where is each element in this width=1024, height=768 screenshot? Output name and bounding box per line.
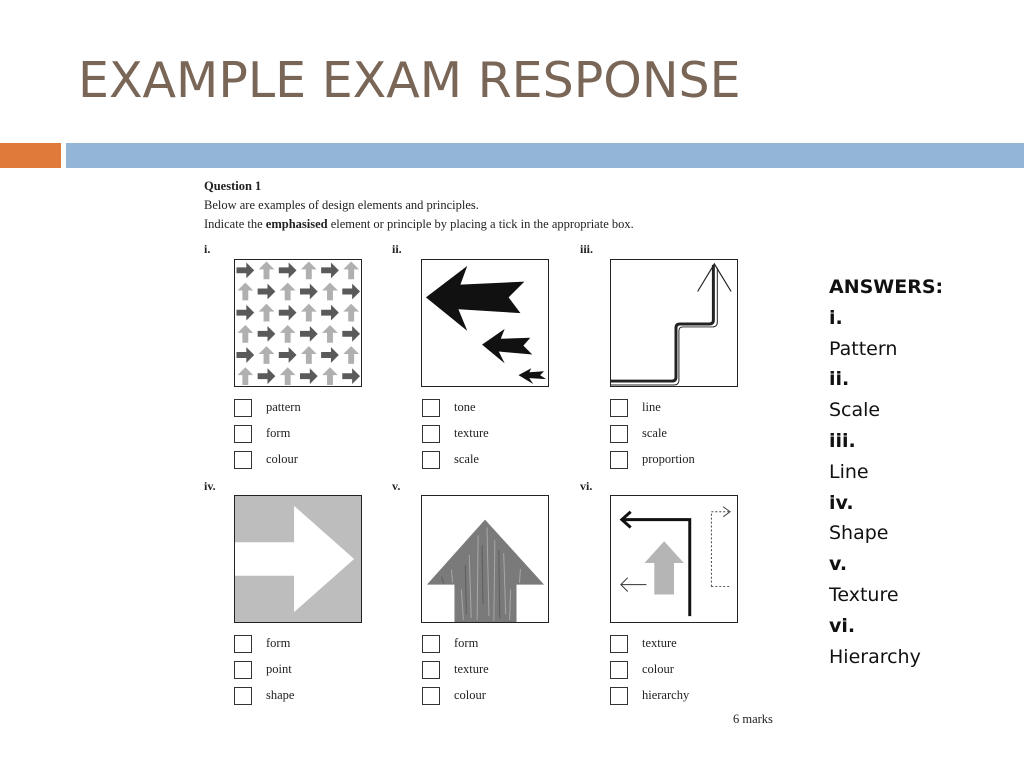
answer-number: v. bbox=[829, 553, 848, 576]
up-arrow-icon bbox=[237, 367, 253, 385]
option-label: proportion bbox=[642, 452, 695, 466]
option-label: colour bbox=[642, 662, 674, 676]
checkbox[interactable] bbox=[234, 687, 252, 705]
up-arrow-icon bbox=[301, 346, 317, 364]
checkbox[interactable] bbox=[234, 451, 252, 469]
hierarchy-arrows-icon bbox=[611, 496, 737, 622]
up-arrow-icon bbox=[343, 304, 359, 322]
slide-title: EXAMPLE EXAM RESPONSE bbox=[78, 52, 741, 109]
option-label: tone bbox=[454, 400, 476, 414]
option-label: scale bbox=[454, 452, 479, 466]
checkbox[interactable] bbox=[610, 635, 628, 653]
checkbox[interactable] bbox=[422, 399, 440, 417]
up-arrow-icon bbox=[259, 346, 275, 364]
checkbox[interactable] bbox=[422, 635, 440, 653]
item-number-vi: vi. bbox=[580, 479, 593, 493]
marks-label: 6 marks bbox=[733, 712, 773, 726]
answer-text: Texture bbox=[829, 583, 899, 606]
checkbox[interactable] bbox=[234, 661, 252, 679]
answer-number: iii. bbox=[829, 429, 856, 452]
up-arrow-icon bbox=[280, 367, 296, 385]
white-arrow-shape-icon bbox=[235, 496, 361, 622]
checkbox[interactable] bbox=[610, 661, 628, 679]
right-arrow-icon bbox=[321, 305, 339, 321]
right-arrow-icon bbox=[279, 347, 297, 363]
option-label: texture bbox=[454, 426, 489, 440]
answer-number: i. bbox=[829, 306, 843, 329]
checkbox[interactable] bbox=[610, 451, 628, 469]
checkbox[interactable] bbox=[234, 399, 252, 417]
answer-text: Pattern bbox=[829, 337, 898, 360]
item-number-i: i. bbox=[204, 242, 211, 256]
up-arrow-icon bbox=[301, 261, 317, 279]
option-label: point bbox=[266, 662, 292, 676]
checkbox[interactable] bbox=[610, 399, 628, 417]
question-instruction-2 bbox=[204, 217, 634, 232]
question-heading: Question 1 bbox=[204, 179, 262, 193]
question-image-iii bbox=[610, 259, 738, 387]
question-image-ii bbox=[421, 259, 549, 387]
option-label: form bbox=[266, 636, 291, 650]
up-arrow-icon bbox=[259, 261, 275, 279]
right-arrow-icon bbox=[342, 368, 360, 384]
right-arrow-icon bbox=[300, 284, 318, 300]
question-image-i bbox=[234, 259, 362, 387]
checkbox[interactable] bbox=[422, 451, 440, 469]
instruction-text-post: element or principle by placing a tick in the appropriate box. bbox=[327, 217, 634, 231]
answer-text: Shape bbox=[829, 522, 889, 545]
up-arrow-icon bbox=[322, 367, 338, 385]
answer-text: Hierarchy bbox=[829, 645, 921, 668]
up-arrow-icon bbox=[322, 283, 338, 301]
item-number-v: v. bbox=[392, 479, 401, 493]
option-label: colour bbox=[266, 452, 298, 466]
option-label: form bbox=[454, 636, 479, 650]
option-label: scale bbox=[642, 426, 667, 440]
answer-number: vi. bbox=[829, 614, 856, 637]
right-arrow-icon bbox=[279, 305, 297, 321]
question-image-iv bbox=[234, 495, 362, 623]
instruction-text-pre: Indicate the bbox=[204, 217, 266, 231]
option-label: pattern bbox=[266, 400, 301, 414]
right-arrow-icon bbox=[342, 326, 360, 342]
question-instruction-1: Below are examples of design elements and principles. bbox=[204, 198, 479, 212]
accent-bar-blue bbox=[66, 143, 1024, 168]
instruction-emphasis: emphasised bbox=[265, 217, 328, 231]
up-arrow-icon bbox=[237, 325, 253, 343]
answer-text: Line bbox=[829, 460, 869, 483]
checkbox[interactable] bbox=[234, 635, 252, 653]
option-label: hierarchy bbox=[642, 688, 690, 702]
answer-number: ii. bbox=[829, 368, 850, 391]
right-arrow-icon bbox=[236, 347, 254, 363]
right-arrow-icon bbox=[258, 284, 276, 300]
checkbox[interactable] bbox=[422, 687, 440, 705]
checkbox[interactable] bbox=[422, 661, 440, 679]
right-arrow-icon bbox=[279, 262, 297, 278]
up-arrow-icon bbox=[280, 283, 296, 301]
checkbox[interactable] bbox=[422, 425, 440, 443]
accent-bar-orange bbox=[0, 143, 61, 168]
textured-up-arrow-icon bbox=[422, 496, 548, 622]
answers-heading: ANSWERS: bbox=[829, 276, 944, 298]
checkbox[interactable] bbox=[610, 687, 628, 705]
up-arrow-icon bbox=[322, 325, 338, 343]
stepped-line-arrow-icon bbox=[611, 260, 737, 386]
right-arrow-icon bbox=[300, 326, 318, 342]
right-arrow-icon bbox=[321, 347, 339, 363]
item-number-ii: ii. bbox=[392, 242, 402, 256]
question-image-vi bbox=[610, 495, 738, 623]
up-arrow-icon bbox=[343, 261, 359, 279]
option-label: texture bbox=[642, 636, 677, 650]
item-number-iii: iii. bbox=[580, 242, 594, 256]
up-arrow-icon bbox=[301, 304, 317, 322]
right-arrow-icon bbox=[342, 284, 360, 300]
right-arrow-icon bbox=[258, 326, 276, 342]
answers-panel bbox=[829, 272, 943, 672]
option-label: colour bbox=[454, 688, 486, 702]
up-arrow-icon bbox=[280, 325, 296, 343]
right-arrow-icon bbox=[236, 262, 254, 278]
checkbox[interactable] bbox=[234, 425, 252, 443]
up-arrow-icon bbox=[343, 346, 359, 364]
option-label: line bbox=[642, 400, 661, 414]
item-number-iv: iv. bbox=[204, 479, 216, 493]
option-label: shape bbox=[266, 688, 295, 702]
up-arrow-icon bbox=[259, 304, 275, 322]
option-label: texture bbox=[454, 662, 489, 676]
right-arrow-icon bbox=[258, 368, 276, 384]
option-label: form bbox=[266, 426, 291, 440]
answer-number: iv. bbox=[829, 491, 854, 514]
right-arrow-icon bbox=[300, 368, 318, 384]
right-arrow-icon bbox=[321, 262, 339, 278]
answer-text: Scale bbox=[829, 399, 881, 422]
question-image-v bbox=[421, 495, 549, 623]
right-arrow-icon bbox=[236, 305, 254, 321]
up-arrow-icon bbox=[237, 283, 253, 301]
scaled-arrows-icon bbox=[422, 260, 548, 386]
arrow-pattern-icon bbox=[235, 260, 361, 386]
checkbox[interactable] bbox=[610, 425, 628, 443]
